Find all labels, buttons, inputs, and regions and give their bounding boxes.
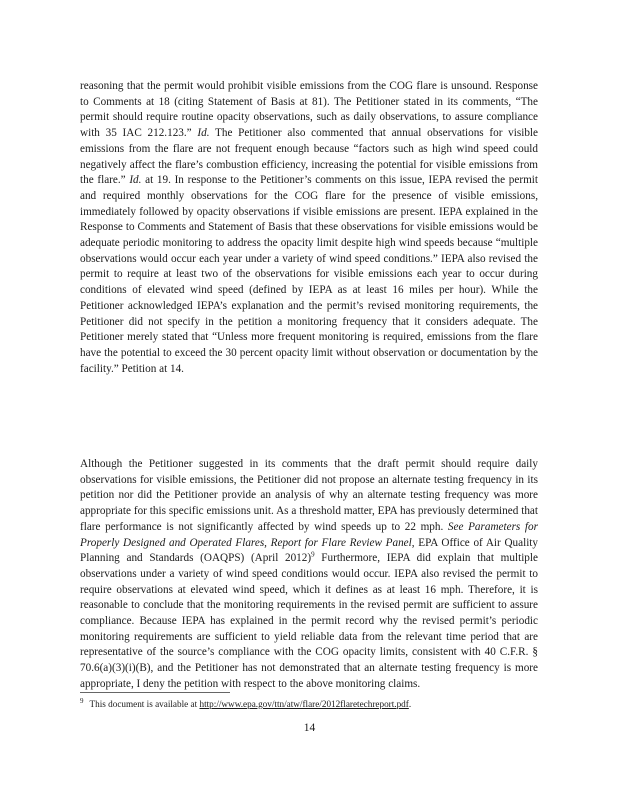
footnote-marker: 9: [80, 696, 84, 705]
text-run: reasoning that the permit would prohibit visible emissions from the COG flare is unsound. Response to Comments at 18 (citing Statement of Basis at 81). The Petitioner stated in its comments, “The permit should require routine opacity observations, such as daily observations, to assure compliance with 35 IAC 212.123.”: [80, 80, 538, 140]
italic-citation: See Parameters for Properly Designed and Operated Flares, Report for Flare Review Panel: [80, 520, 538, 549]
page-number: 14: [303, 722, 316, 734]
footnote-trailing: .: [408, 699, 412, 709]
text-run: Furthermore, IEPA did explain that multiple observations under a variety of wind speed conditions would occur. IEPA also revised the permit to require observations at elevated wind speed, which it defines as at least 16 mph. Therefore, it is reasonable to conclude that the monitoring requirements in the revised permit are sufficient to assure compliance. Because IEPA has explained in the permit record why the revised permit’s periodic monitoring requirements are sufficient to yield reliable data from the relevant time period that are representative of the source’s compliance with the COG opacity limits, consistent with 40 C.F.R. § 70.6(a)(3)(i)(B), and the Petitioner has not demonstrated that an alternate testing frequency is more appropriate, I deny the petition with respect to the above monitoring claims.: [80, 552, 538, 690]
footnote-link[interactable]: http://www.epa.gov/ttn/atw/flare/2012flaretechreport.pdf: [199, 699, 409, 709]
text-run: Although the Petitioner suggested in its comments that the draft permit should require daily observations for visible emissions, the Petitioner did not propose an alternate testing frequency in its petition nor did the Petitioner provide an analysis of why an alternate testing frequency was more appropriate for this specific emissions unit. As a threshold matter, EPA has previously determined that flare performance is not significantly affected by wind speeds up to 22 mph.: [80, 458, 538, 533]
text-run: at 19. In response to the Petitioner’s comments on this issue, IEPA revised the permit and required monthly observations for the COG flare for the presence of visible emissions, immediately followed by opacity observations if visible emissions are present. IEPA explained in the Response to Comments and Statement of Basis that these observations for visible emissions would be adequate periodic monitoring to address the opacity limit despite high wind speeds because “multiple observations would occur each year under a variety of wind speed conditions.” IEPA also revised the permit to require at least two of the observations for visible emissions each year to occur during conditions of elevated wind speed (defined by IEPA as at least 16 miles per hour). While the Petitioner acknowledged IEPA’s explanation and the permit’s revised monitoring requirements, the Petitioner did not specify in the petition a monitoring frequency that it considers adequate. The Petitioner merely stated that “Unless more frequent monitoring is required, emissions from the flare have the potential to exceed the 30 percent opacity limit without observation or documentation by the facility.” Petition at 14.: [80, 174, 539, 375]
italic-citation: Id.: [197, 127, 210, 140]
footnote-divider: [80, 692, 230, 693]
footnote-text: This document is available at: [89, 699, 200, 709]
text-run: The Petitioner also commented that annual observations for visible emissions from the flare are not frequent enough because “factors such as high wind speed could negatively affect the flare’s combustion efficiency, increasing the potential for visible emissions from the flare.”: [80, 127, 538, 187]
italic-citation: Id.: [129, 174, 142, 187]
footnote-9: [80, 698, 540, 710]
paragraph-2: [80, 457, 538, 693]
paragraph-1: [80, 79, 538, 377]
text-run: , EPA Office of Air Quality Planning and Standards (OAQPS) (April 2012): [80, 536, 539, 565]
footnote-reference: 9: [311, 550, 315, 559]
